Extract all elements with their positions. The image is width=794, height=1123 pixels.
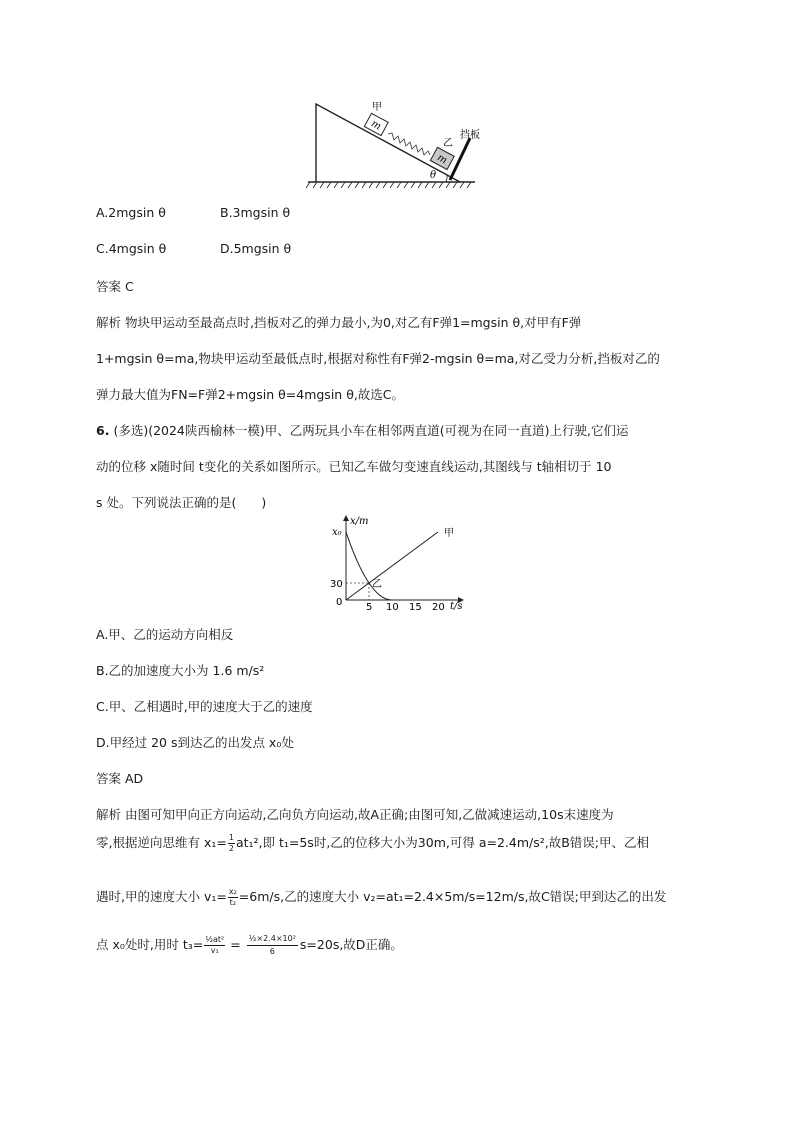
q6-analysis-line-4: 点 x₀处时,用时 t₃= $\frac{\text{½at²}}{\text{v₁}}$ = $\frac{\text{½×2.4×10²}}{6}$ s=20s,故D正确。 [96,934,403,956]
tick-label-x-20: 20 [432,602,445,612]
answer-value: AD [125,771,144,786]
tick-label-x-15: 15 [409,602,422,612]
block-yi-mass: m [435,152,449,167]
q5-option-d: D.5mgsin θ [220,241,292,256]
fraction-velocity [228,887,238,908]
frac-num: x₂ [228,887,237,896]
fraction-time [204,935,225,956]
frac-den: 6 [269,947,275,956]
q6-analysis-line-1 [96,805,614,823]
tick-label-y-x0: x₀ [332,527,342,538]
frac-num: ½×2.4×10² [247,933,298,946]
q5-option-b: B.3mgsin θ [220,205,291,220]
analysis-text: 物块甲运动至最高点时,挡板对乙的弹力最小,为0,对乙有F弹1=mgsin θ,对甲有F弹 [125,315,582,330]
stem-text: (多选)(2024陕西榆林一模)甲、乙两玩具小车在相邻两直道(可视为在同一直道)上行驶,它们运 [113,423,629,438]
analysis-text: 由图可知甲向正方向运动,乙向负方向运动,故A正确;由图可知,乙做减速运动,10s末速度为 [125,807,614,822]
q5-answer [96,277,134,295]
q6-stem-line-2: 动的位移 x随时间 t变化的关系如图所示。已知乙车做匀变速直线运动,其图线与 t轴相切于 10 [96,459,612,474]
analysis-label: 解析 [96,315,122,330]
q6-option-c: C.甲、乙相遇时,甲的速度大于乙的速度 [96,699,313,714]
answer-value: C [125,279,134,294]
block-jia-mass: m [369,118,383,133]
frac-num: 1 [228,833,234,842]
q5-analysis-line-1 [96,313,581,331]
label-baffle: 挡板 [460,130,480,141]
series-yi-curve [346,532,392,600]
frac-den: 2 [228,844,234,853]
analysis-text: s=20s,故D正确。 [299,937,403,952]
x-axis-label: t/s [450,601,463,612]
q5-option-a: A.2mgsin θ [96,205,166,220]
q6-stem-line-3: s 处。下列说法正确的是( ) [96,495,267,510]
analysis-label: 解析 [96,807,122,822]
analysis-text: =6m/s,乙的速度大小 v₂=at₁=2.4×5m/s=12m/s,故C错误;甲到达乙的出发 [238,889,667,904]
q6-option-b: B.乙的加速度大小为 1.6 m/s² [96,663,265,678]
answer-label: 答案 [96,771,122,786]
analysis-text: 零,根据逆向思维有 x₁= [96,835,227,850]
analysis-text: 遇时,甲的速度大小 v₁= [96,889,227,904]
fraction-half [228,833,235,854]
tick-label-x-5: 5 [366,602,373,612]
y-axis-label: x/m [350,516,369,527]
q5-option-c: C.4mgsin θ [96,241,167,256]
frac-den: t₂ [229,898,236,907]
q6-analysis-line-2 [96,833,649,854]
tick-label-x-10: 10 [386,602,399,612]
q6-answer [96,769,143,787]
q5-analysis-line-3: 弹力最大值为FN=F弹2+mgsin θ=4mgsin θ,故选C。 [96,387,405,402]
frac-den: v₁ [210,946,219,955]
label-jia: 甲 [372,102,382,113]
fraction-substituted [247,933,298,958]
tick-label-x-0: 0 [336,597,343,608]
label-yi: 乙 [443,138,453,149]
analysis-text: at₁²,即 t₁=5s时,乙的位移大小为30m,可得 a=2.4m/s²,故B错误;甲、乙相 [235,835,650,850]
question-number: 6. [96,423,110,438]
answer-label: 答案 [96,279,122,294]
q6-analysis-line-3 [96,887,666,908]
series-label-yi: 乙 [372,579,382,590]
xt-chart [328,512,488,612]
q6-option-d: D.甲经过 20 s到达乙的出发点 x₀处 [96,735,294,750]
tick-label-y-30: 30 [330,579,343,590]
q6-stem-line-1 [96,421,628,439]
q6-option-a: A.甲、乙的运动方向相反 [96,627,234,642]
series-label-jia: 甲 [444,528,454,539]
q5-analysis-line-2: 1+mgsin θ=ma,物块甲运动至最低点时,根据对称性有F弹2-mgsin θ=ma,对乙受力分析,挡板对乙的 [96,351,660,366]
label-theta: θ [430,170,437,181]
analysis-text: 点 x₀处时,用时 t₃= [96,937,204,952]
incline-figure [300,98,500,190]
frac-num: ½at² [205,935,225,944]
